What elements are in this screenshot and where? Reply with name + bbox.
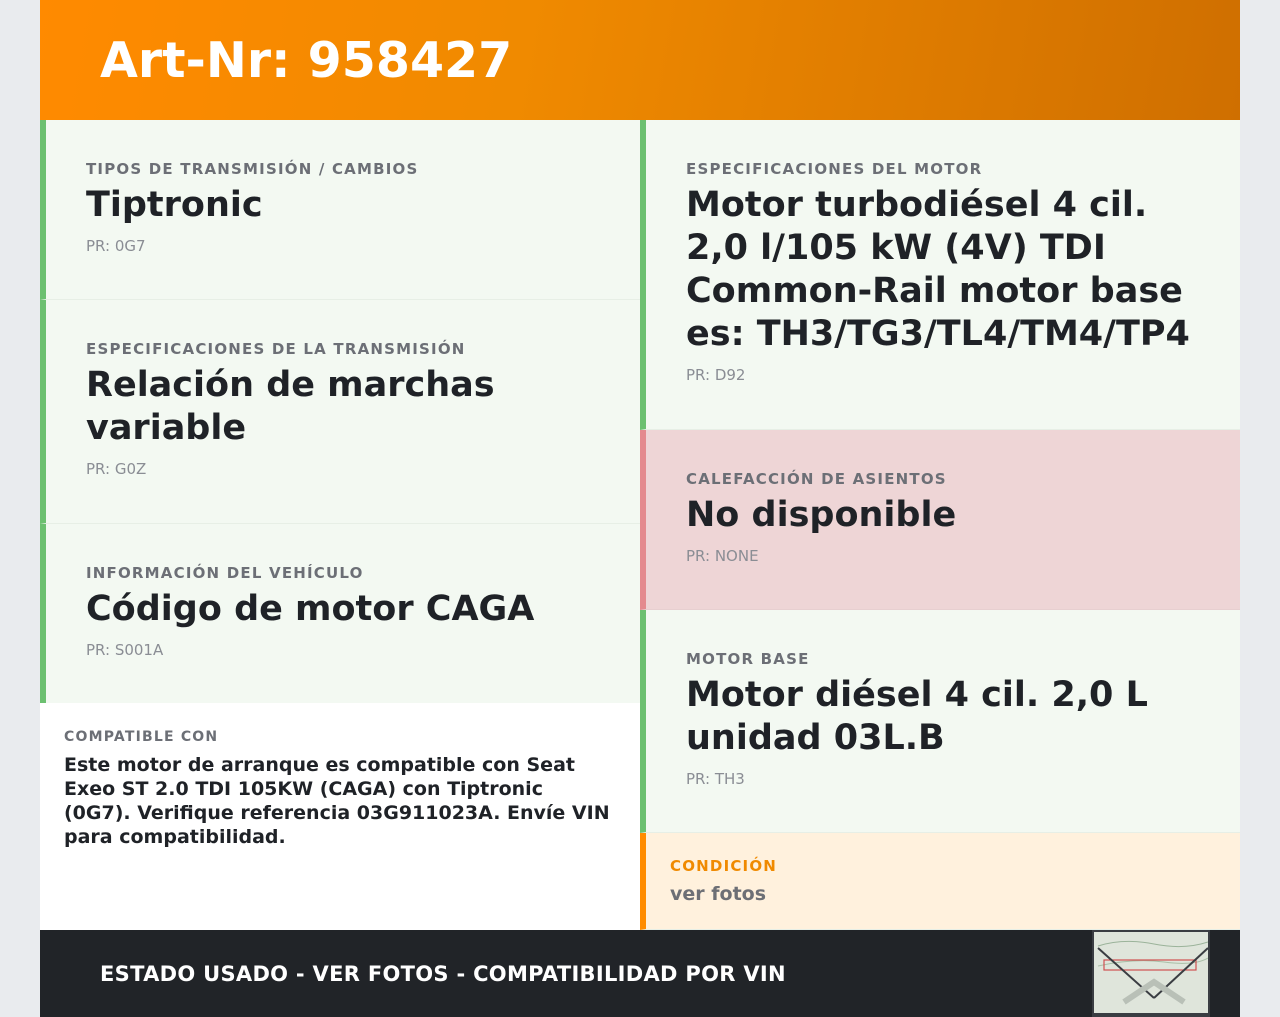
spec-card-seat-heating <box>640 430 1240 610</box>
spec-card-transmission-specs <box>40 300 640 524</box>
spec-label: MOTOR BASE <box>686 650 810 668</box>
spec-card-base-engine <box>640 610 1240 833</box>
footer <box>40 930 1240 1017</box>
page <box>40 0 1240 1017</box>
spec-value: Tiptronic <box>86 185 263 225</box>
footer-text: ESTADO USADO - VER FOTOS - COMPATIBILIDAD POR VIN <box>100 961 786 986</box>
spec-card-vehicle-info <box>40 524 640 704</box>
left-column <box>40 120 640 930</box>
spec-value: No disponible <box>686 495 957 535</box>
page-title: Art-Nr: 958427 <box>100 31 513 89</box>
spec-value: Relación de marchas variable <box>86 365 495 448</box>
spec-pr-code: PR: S001A <box>86 641 164 659</box>
spec-value: Motor turbodiésel 4 cil. 2,0 l/105 kW (4V) TDI Common-Rail motor base es: TH3/TG3/TL4/TM4/TP4 <box>686 185 1190 354</box>
spec-pr-code: PR: D92 <box>686 366 746 384</box>
spec-pr-code: PR: TH3 <box>686 770 745 788</box>
compat-label: COMPATIBLE CON <box>64 729 219 745</box>
compatibility-section <box>40 703 640 930</box>
spec-grid <box>40 120 1240 930</box>
spec-value: Código de motor CAGA <box>86 589 535 629</box>
spec-pr-code: PR: NONE <box>686 547 759 565</box>
spec-label: ESPECIFICACIONES DE LA TRANSMISIÓN <box>86 340 466 358</box>
spec-card-transmission-type <box>40 120 640 300</box>
spec-pr-code: PR: 0G7 <box>86 237 146 255</box>
right-column <box>640 120 1240 930</box>
spec-card-engine-specs <box>640 120 1240 430</box>
spec-label: CALEFACCIÓN DE ASIENTOS <box>686 470 947 488</box>
compat-text: Este motor de arranque es compatible con Seat Exeo ST 2.0 TDI 105KW (CAGA) con Tiptronic (0G7). Verifique referencia 03G911023A. Envíe VIN para compatibilidad. <box>64 754 610 848</box>
spec-pr-code: PR: G0Z <box>86 460 147 478</box>
header <box>40 0 1240 120</box>
spec-label: INFORMACIÓN DEL VEHÍCULO <box>86 564 364 582</box>
condition-card <box>640 833 1240 930</box>
condition-link[interactable]: ver fotos <box>670 883 767 905</box>
photo-thumbnail-icon <box>1094 932 1210 1017</box>
photo-thumbnail[interactable] <box>1092 930 1210 1017</box>
condition-label: CONDICIÓN <box>670 857 778 875</box>
spec-label: TIPOS DE TRANSMISIÓN / CAMBIOS <box>86 160 419 178</box>
spec-label: ESPECIFICACIONES DEL MOTOR <box>686 160 983 178</box>
spec-value: Motor diésel 4 cil. 2,0 L unidad 03L.B <box>686 675 1148 758</box>
